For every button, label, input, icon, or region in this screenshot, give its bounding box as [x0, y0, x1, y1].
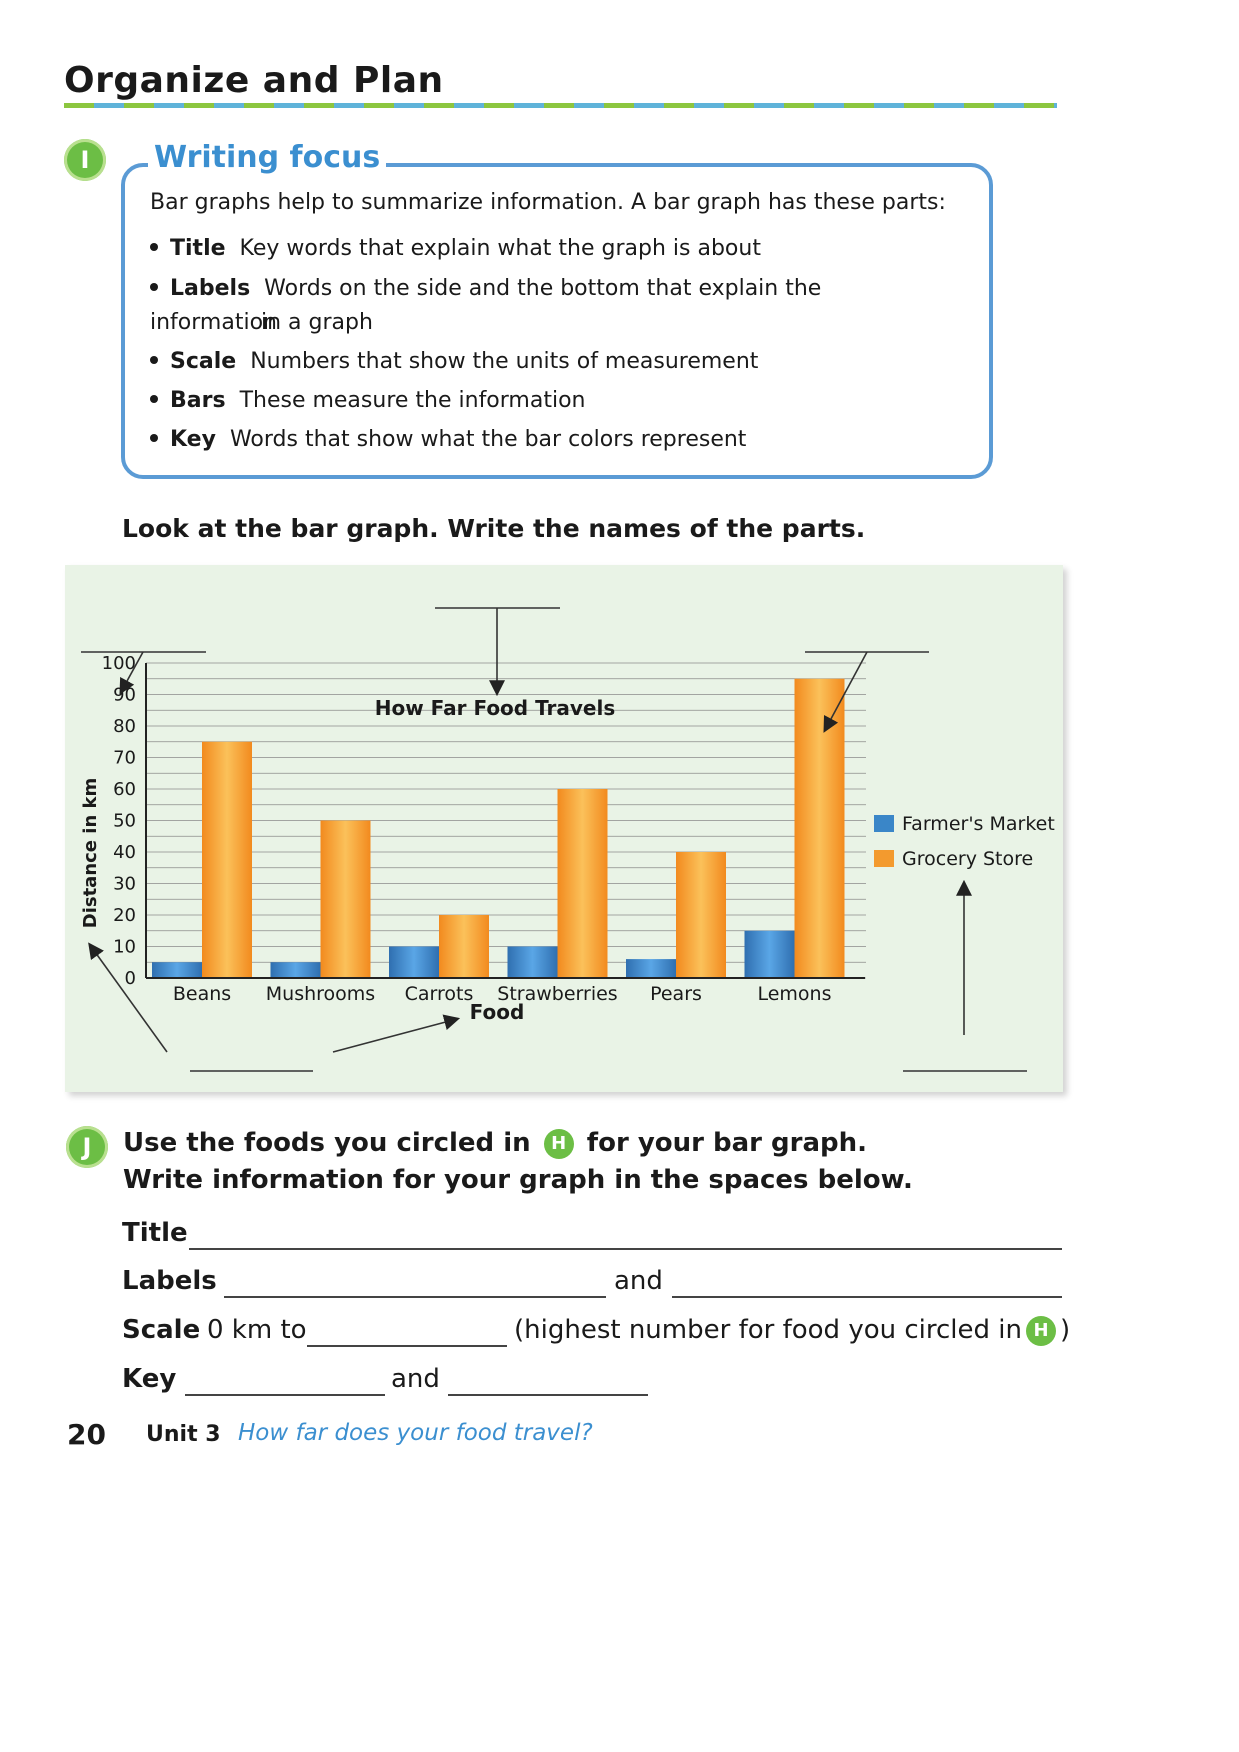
section-ref-badge-h: H: [544, 1129, 574, 1159]
legend-swatch-farmers-market: [874, 815, 894, 832]
part-item-title: Title Key words that explain what the graph is about: [150, 232, 950, 266]
x-tick-label: Beans: [172, 983, 232, 1005]
bar-strawberries-farmers-market: [508, 947, 558, 979]
y-tick-label: 20: [113, 905, 136, 926]
chart-title: How Far Food Travels: [374, 696, 616, 720]
scale-field-label: Scale: [122, 1315, 201, 1345]
arrow-to-y-label: [90, 945, 167, 1052]
labels-and-text: and: [614, 1266, 663, 1296]
x-tick-label: Pears: [650, 983, 702, 1005]
key-answer-line-2[interactable]: [448, 1394, 648, 1396]
y-tick-label: 70: [113, 747, 136, 769]
bullet-icon: [150, 283, 158, 291]
writing-focus-intro: Bar graphs help to summarize information. A bar graph has these parts:: [150, 190, 946, 215]
chart-instruction: Look at the bar graph. Write the names of the parts.: [122, 514, 866, 543]
key-and-text: and: [391, 1364, 440, 1394]
bar-beans-grocery-store: [202, 742, 252, 978]
part-item-scale: Scale Numbers that show the units of measurement: [150, 345, 950, 379]
x-tick-label: Mushrooms: [265, 983, 376, 1005]
part-item-labels: Labels Words on the side and the bottom that explain the information: [150, 276, 822, 335]
header-divider: [64, 103, 1057, 108]
bar-beans-farmers-market: [152, 962, 202, 978]
title-answer-line[interactable]: [189, 1248, 1062, 1250]
part-item-key: Key Words that show what the bar colors represent: [150, 423, 950, 457]
key-field-label: Key: [122, 1364, 177, 1394]
section-ref-badge-h: H: [1026, 1316, 1056, 1346]
scale-answer-line[interactable]: [307, 1345, 507, 1347]
y-tick-label: 80: [113, 716, 136, 737]
bullet-icon: [150, 356, 158, 364]
bar-carrots-grocery-store: [439, 915, 489, 978]
y-tick-label: 40: [113, 842, 136, 863]
y-tick-label: 50: [113, 810, 136, 832]
y-tick-label: 30: [113, 873, 136, 895]
section-badge-i: I: [64, 139, 106, 181]
bar-pears-grocery-store: [676, 852, 726, 978]
bullet-icon: [150, 395, 158, 403]
legend-swatch-grocery-store: [874, 850, 894, 867]
y-axis-label: Distance in km: [80, 777, 101, 929]
labels-answer-line-2[interactable]: [672, 1296, 1062, 1298]
bullet-icon: [150, 434, 158, 442]
bar-mushrooms-grocery-store: [321, 821, 371, 979]
bar-chart: [65, 565, 1063, 1092]
y-tick-label: 10: [113, 936, 136, 958]
bar-carrots-farmers-market: [389, 947, 439, 979]
part-item-labels-continued: in a graph: [261, 310, 373, 335]
labels-answer-line-1[interactable]: [224, 1296, 606, 1298]
page-number: 20: [67, 1418, 106, 1451]
bar-strawberries-grocery-store: [558, 789, 608, 978]
bar-pears-farmers-market: [626, 959, 676, 978]
scale-note: (highest number for food you circled in H ): [514, 1315, 1071, 1345]
section-badge-j: J: [66, 1126, 108, 1168]
x-tick-label: Lemons: [757, 983, 832, 1005]
bullet-icon: [150, 243, 158, 251]
y-tick-label: 90: [113, 684, 136, 706]
x-axis-label: Food: [469, 1000, 525, 1024]
chart-panel: [65, 565, 1063, 1092]
unit-label: Unit 3: [146, 1422, 221, 1447]
title-field-label: Title: [122, 1218, 188, 1248]
bar-lemons-farmers-market: [745, 931, 795, 978]
legend-label-farmers-market: Farmer's Market: [902, 813, 1055, 835]
writing-focus-label: Writing focus: [148, 140, 386, 175]
labels-field-label: Labels: [122, 1266, 217, 1296]
y-tick-label: 0: [124, 968, 136, 989]
bar-lemons-grocery-store: [795, 679, 845, 978]
section-j-instruction-2: Write information for your graph in the spaces below.: [123, 1165, 913, 1195]
arrow-to-x-label: [333, 1019, 457, 1052]
x-tick-label: Carrots: [404, 983, 474, 1005]
unit-title: How far does your food travel?: [238, 1420, 593, 1446]
part-item-bars: Bars These measure the information: [150, 384, 950, 418]
y-tick-label: 60: [113, 779, 136, 800]
x-tick-label: Strawberries: [497, 983, 618, 1005]
key-answer-line-1[interactable]: [185, 1394, 385, 1396]
page-title: Organize and Plan: [64, 60, 444, 101]
legend-label-grocery-store: Grocery Store: [902, 848, 1034, 870]
scale-prefix-text: 0 km to: [207, 1315, 307, 1345]
section-j-instruction-1: Use the foods you circled in H for your bar graph.: [123, 1128, 868, 1158]
bar-mushrooms-farmers-market: [271, 962, 321, 978]
y-tick-label: 100: [101, 653, 136, 674]
